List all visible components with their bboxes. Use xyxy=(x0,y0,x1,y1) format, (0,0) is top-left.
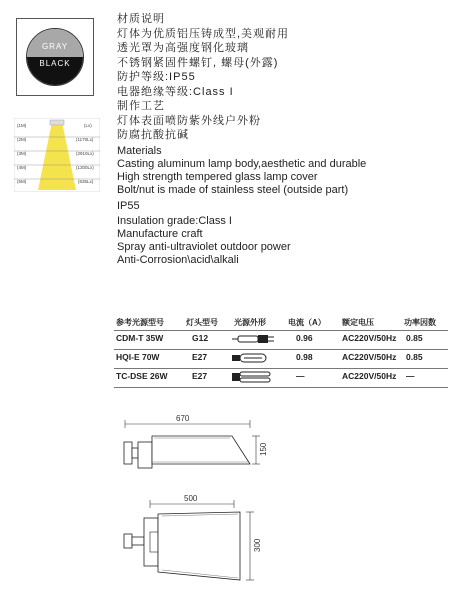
cell-current: 0.98 xyxy=(296,352,313,362)
black-label: BLACK xyxy=(27,57,83,85)
cn-material-1: 灯体为优质铝压铸成型,美观耐用 xyxy=(117,27,290,40)
lux-value-4: (1300Lx) xyxy=(76,165,94,170)
lux-distance-1: (1M) xyxy=(17,123,27,128)
en-material-2: High strength tempered glass lamp cover xyxy=(117,170,318,183)
cn-material-5: 电器绝缘等级:Class I xyxy=(117,85,234,98)
header-current: 电流（A） xyxy=(288,318,326,327)
en-craft-1: Spray anti-ultraviolet outdoor power xyxy=(117,240,291,253)
lux-distance-2: (2M) xyxy=(17,137,27,142)
header-lamp-model: 参考光源型号 xyxy=(116,318,164,327)
lux-value-3: (2910Lx) xyxy=(76,151,94,156)
lux-distance-3: (3M) xyxy=(17,151,27,156)
lux-value-1: (Lx) xyxy=(84,123,92,128)
cn-craft-2: 防腐抗酸抗碱 xyxy=(117,129,189,141)
en-material-5: Insulation grade:Class I xyxy=(117,214,232,227)
cell-voltage: AC220V/50Hz xyxy=(342,371,397,381)
description-block xyxy=(117,12,457,267)
cell-pf: — xyxy=(406,371,415,381)
cell-model: TC-DSE 26W xyxy=(116,371,168,381)
cell-base: E27 xyxy=(192,371,208,381)
en-craft-2: Anti-Corrosion\acid\alkali xyxy=(117,253,239,266)
header-voltage: 额定电压 xyxy=(342,318,374,327)
cell-pf: 0.85 xyxy=(406,352,423,362)
cell-base: E27 xyxy=(192,352,208,362)
color-circle xyxy=(26,28,84,86)
side-view-drawing xyxy=(110,412,280,492)
cn-material-3: 不锈钢紧固件螺钉, 螺母(外露) xyxy=(117,56,279,69)
en-material-3: Bolt/nut is made of stainless steel (outside part) xyxy=(117,183,349,196)
table-row xyxy=(114,368,448,387)
lamp-cdm-icon xyxy=(232,333,276,345)
dim-side-width: 670 xyxy=(176,414,190,423)
cell-voltage: AC220V/50Hz xyxy=(342,352,397,362)
dim-top-width: 500 xyxy=(184,494,198,503)
table-row xyxy=(114,349,448,368)
cell-base: G12 xyxy=(192,333,209,343)
lux-distance-4: (4M) xyxy=(17,165,27,170)
header-power-factor: 功率因数 xyxy=(404,318,436,327)
cn-heading-craft: 制作工艺 xyxy=(117,100,165,112)
en-material-1: Casting aluminum lamp body,aesthetic and durable xyxy=(117,157,367,170)
dim-top-height: 300 xyxy=(253,538,262,552)
lamp-hqi-icon xyxy=(232,352,276,364)
table-row xyxy=(114,330,448,349)
gray-label: GRAY xyxy=(27,29,83,57)
en-heading-craft: Manufacture craft xyxy=(117,227,203,240)
spec-table xyxy=(114,314,448,387)
cell-current: 0.96 xyxy=(296,333,313,343)
table-header xyxy=(114,314,448,330)
cn-material-2: 透光罩为高强度钢化玻璃 xyxy=(117,42,249,54)
illuminance-chart xyxy=(14,118,100,192)
lux-value-5: (635Lx) xyxy=(78,179,94,184)
lux-value-2: (1170Lx) xyxy=(76,137,94,142)
lamp-tc-icon xyxy=(232,371,276,383)
top-view-drawing xyxy=(110,492,280,592)
color-swatch xyxy=(16,18,94,96)
en-material-4: IP55 xyxy=(117,199,140,212)
cell-current: — xyxy=(296,371,305,381)
cell-voltage: AC220V/50Hz xyxy=(342,333,397,343)
lux-distance-5: (5M) xyxy=(17,179,27,184)
cn-material-4: 防护等级:IP55 xyxy=(117,71,196,83)
cn-heading-material: 材质说明 xyxy=(117,13,165,25)
cell-model: HQI-E 70W xyxy=(116,352,160,362)
lamp-shape xyxy=(50,120,64,125)
en-heading-material: Materials xyxy=(117,144,162,157)
cn-craft-1: 灯体表面喷防紫外线户外粉 xyxy=(117,114,261,127)
cell-model: CDM-T 35W xyxy=(116,333,164,343)
header-base: 灯头型号 xyxy=(186,318,218,327)
dim-side-height: 150 xyxy=(259,442,268,456)
cell-pf: 0.85 xyxy=(406,333,423,343)
header-shape: 光源外形 xyxy=(234,318,266,327)
